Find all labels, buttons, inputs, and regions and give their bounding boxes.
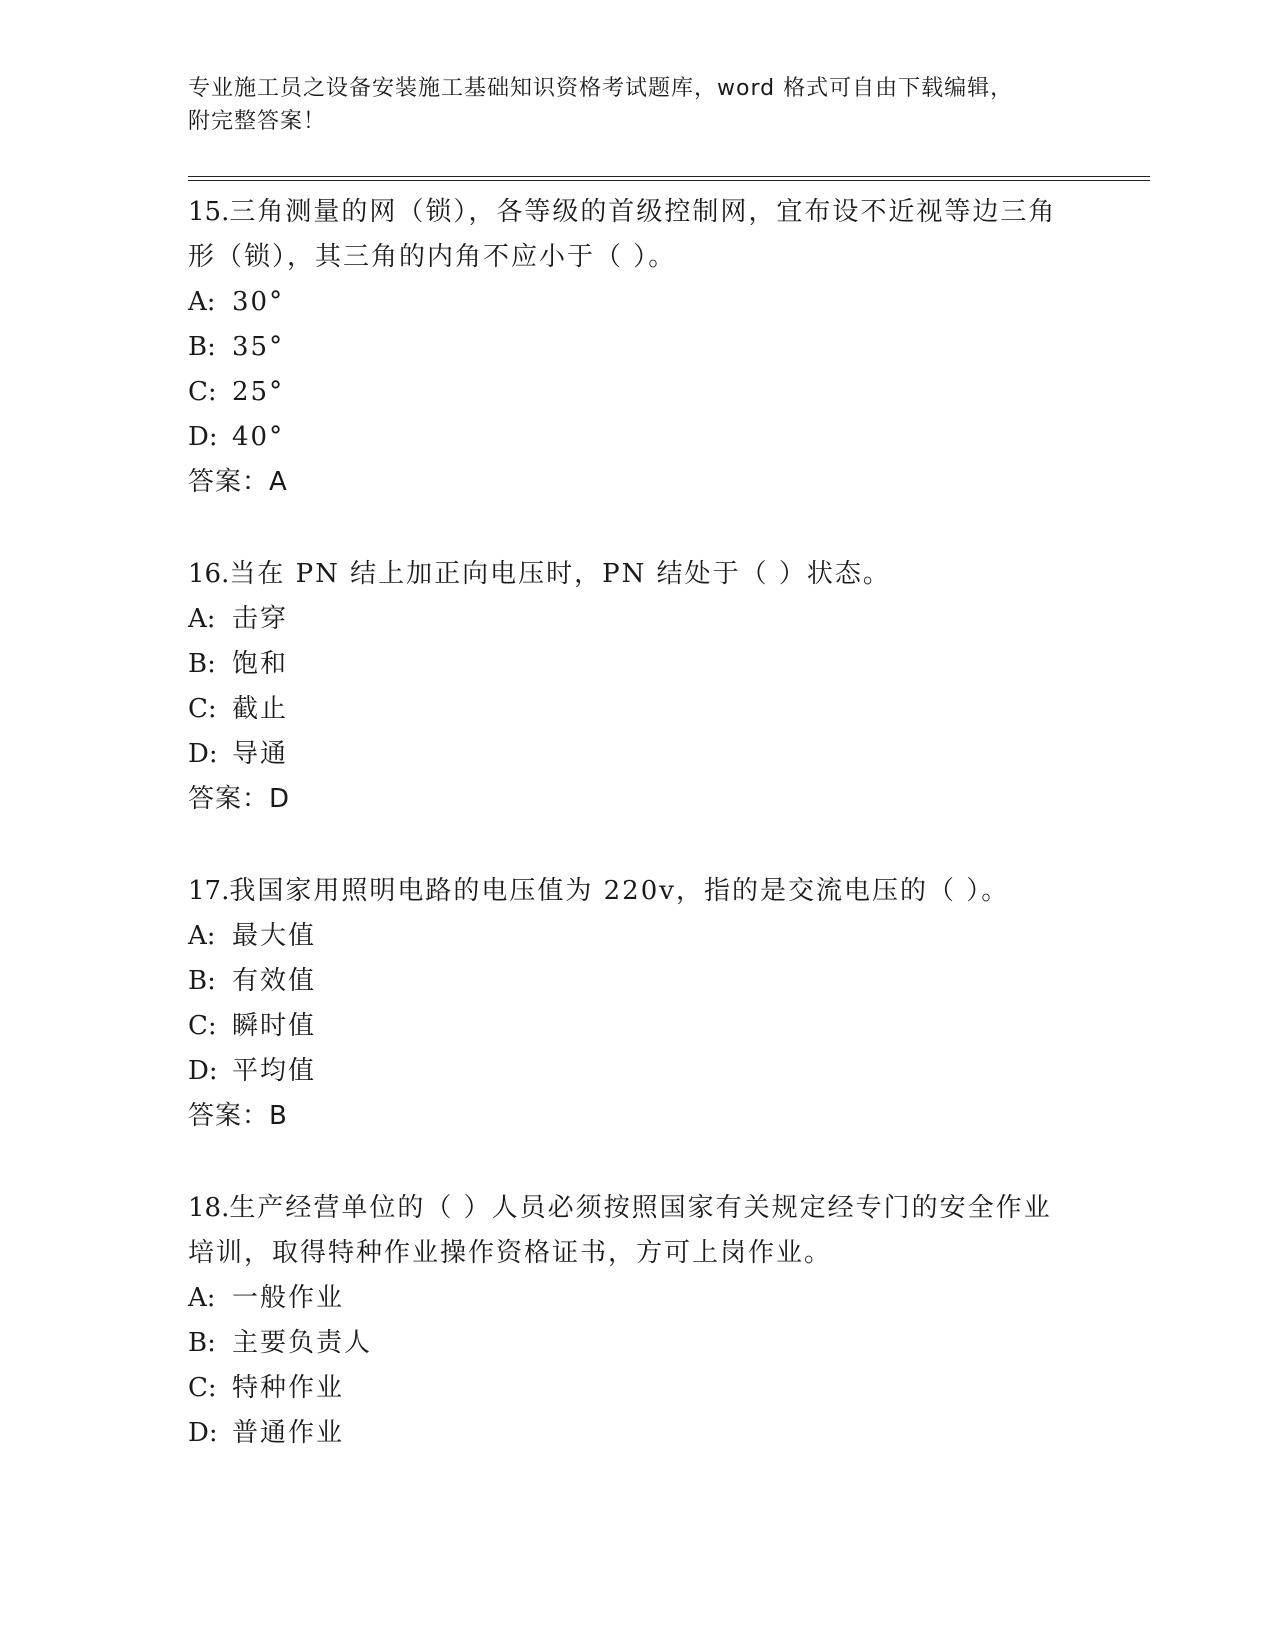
question-text: 我国家用照明电路的电压值为 220v，指的是交流电压的（ ）。: [229, 876, 1010, 906]
question-stem: [188, 190, 1068, 280]
option-label: D:: [188, 1418, 218, 1448]
answer-line: 答案：B: [188, 1101, 288, 1131]
option-text: 40°: [232, 422, 285, 452]
option-a: [188, 280, 1150, 325]
option-label: B:: [188, 332, 216, 362]
question-text: 生产经营单位的（ ）人员必须按照国家有关规定经专门的安全作业培训，取得特种作业操作资格证书，方可上岗作业。: [188, 1193, 1052, 1268]
option-label: D:: [188, 739, 218, 769]
option-text: 特种作业: [232, 1373, 345, 1403]
option-a: [188, 914, 1150, 959]
option-c: [188, 1004, 1150, 1049]
option-text: 瞬时值: [232, 1011, 317, 1041]
option-b: [188, 1321, 1150, 1366]
question-stem: [188, 552, 1068, 597]
option-text: 导通: [232, 739, 289, 769]
option-text: 饱和: [232, 649, 289, 679]
question-15: [188, 190, 1150, 505]
option-text: 最大值: [232, 921, 317, 951]
option-label: A:: [188, 1283, 216, 1313]
header-line-2: 附完整答案！: [188, 109, 327, 134]
answer-line: 答案：A: [188, 467, 288, 497]
option-label: B:: [188, 1328, 216, 1358]
document-page: [188, 0, 1150, 1650]
option-text: 截止: [232, 694, 289, 724]
header-double-rule: [188, 176, 1150, 181]
question-17: [188, 869, 1150, 1139]
option-a: [188, 1276, 1150, 1321]
option-text: 普通作业: [232, 1418, 345, 1448]
option-label: A:: [188, 921, 216, 951]
option-label: C:: [188, 1373, 217, 1403]
question-list: [188, 190, 1150, 1503]
option-c: [188, 370, 1150, 415]
option-d: [188, 732, 1150, 777]
question-18: [188, 1186, 1150, 1456]
option-label: C:: [188, 377, 217, 407]
question-number: 18.: [188, 1193, 230, 1223]
option-text: 击穿: [232, 604, 289, 634]
document-header: [188, 72, 1068, 138]
option-label: D:: [188, 1056, 218, 1086]
question-16: [188, 552, 1150, 822]
option-label: A:: [188, 287, 216, 317]
option-text: 35°: [232, 332, 285, 362]
option-c: [188, 687, 1150, 732]
answer-line: 答案：D: [188, 784, 291, 814]
question-number: 17.: [188, 876, 230, 906]
option-c: [188, 1366, 1150, 1411]
question-text: 三角测量的网（锁），各等级的首级控制网，宜布设不近视等边三角形（锁），其三角的内角不应小于（ ）。: [188, 197, 1057, 272]
question-number: 16.: [188, 559, 230, 589]
option-text: 平均值: [232, 1056, 317, 1086]
option-text: 有效值: [232, 966, 317, 996]
option-label: A:: [188, 604, 216, 634]
option-text: 主要负责人: [232, 1328, 373, 1358]
header-line-1: 专业施工员之设备安装施工基础知识资格考试题库，word 格式可自由下载编辑，: [188, 76, 1014, 101]
option-a: [188, 597, 1150, 642]
question-number: 15.: [188, 197, 230, 227]
option-b: [188, 959, 1150, 1004]
option-label: C:: [188, 694, 217, 724]
option-text: 25°: [232, 377, 285, 407]
option-d: [188, 415, 1150, 460]
option-text: 一般作业: [232, 1283, 345, 1313]
question-text: 当在 PN 结上加正向电压时，PN 结处于（ ）状态。: [229, 559, 891, 589]
option-d: [188, 1049, 1150, 1094]
question-stem: [188, 1186, 1068, 1276]
option-label: B:: [188, 649, 216, 679]
option-text: 30°: [232, 287, 285, 317]
option-d: [188, 1411, 1150, 1456]
option-label: C:: [188, 1011, 217, 1041]
option-b: [188, 325, 1150, 370]
option-b: [188, 642, 1150, 687]
option-label: B:: [188, 966, 216, 996]
option-label: D:: [188, 422, 218, 452]
question-stem: [188, 869, 1068, 914]
